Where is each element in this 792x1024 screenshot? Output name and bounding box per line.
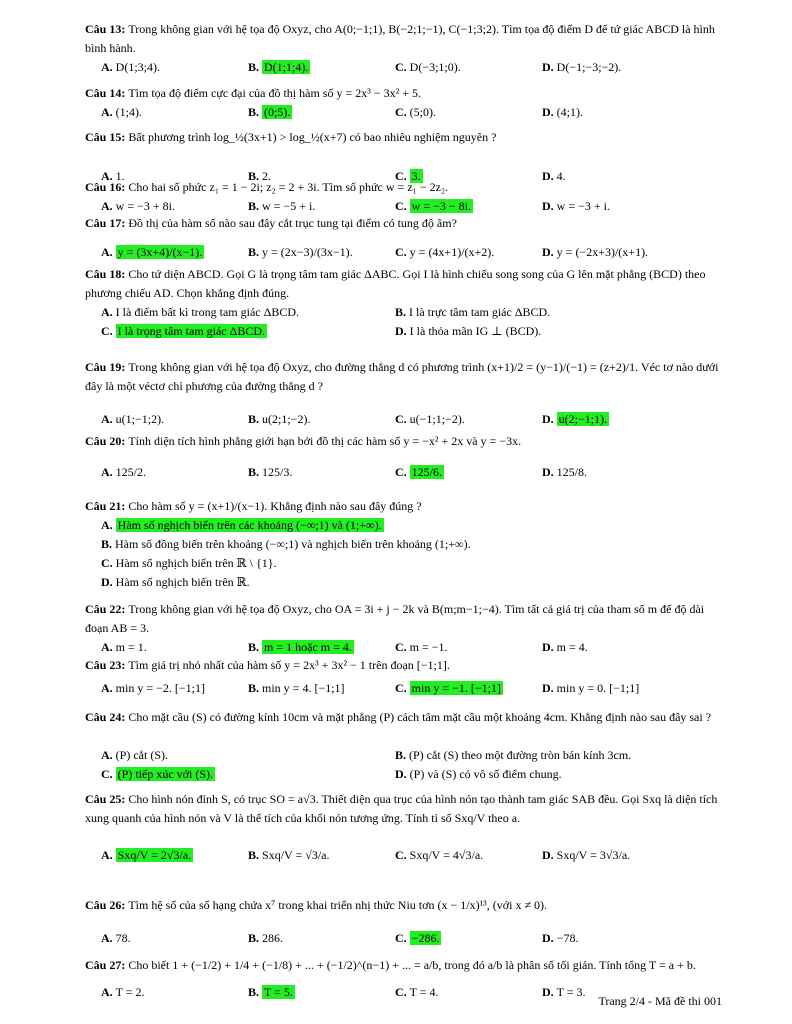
- option-text: y = (−2x+3)/(x+1).: [556, 245, 649, 259]
- question-q21: [85, 497, 725, 589]
- answer-option-b[interactable]: [248, 679, 345, 698]
- option-text: T = 5.: [264, 985, 293, 999]
- option-letter: B.: [248, 681, 263, 695]
- answer-option-c[interactable]: [395, 58, 461, 77]
- option-letter: C.: [395, 681, 410, 695]
- option-row: [101, 638, 725, 657]
- option-letter: D.: [542, 60, 557, 74]
- question-number: Câu 24:: [85, 710, 129, 724]
- option-text: D(1;3;4).: [115, 60, 160, 74]
- answer-option-d[interactable]: [101, 573, 250, 592]
- question-number: Câu 17:: [85, 216, 129, 230]
- question-text: Cho hình nón đỉnh S, có trục SO = a√3. Thiết diện qua trục của hình nón tạo thành tam giác SAB đều. Gọi Sxq là diện tích xung quanh của hình nón và V là thể tích của khối nón tương ứng. Tính tỉ số Sxq/V theo a.: [85, 792, 718, 825]
- option-text: y = (4x+1)/(x+2).: [409, 245, 495, 259]
- option-row: [101, 765, 725, 784]
- option-letter: A.: [101, 465, 116, 479]
- option-row: [101, 103, 725, 122]
- question-text: Tìm tọa độ điểm cực đại của đồ thị hàm số y = 2x³ − 3x² + 5.: [128, 86, 421, 100]
- answer-option-a[interactable]: [101, 516, 384, 535]
- option-text: (4;1).: [556, 105, 583, 119]
- option-text: m = 1 hoặc m = 4.: [264, 640, 352, 654]
- option-text: I là trọng tâm tam giác ΔBCD.: [117, 324, 266, 338]
- answer-option-a[interactable]: [101, 303, 299, 322]
- option-letter: C.: [395, 169, 410, 183]
- option-text: −78.: [556, 931, 579, 945]
- option-text: (0;5).: [264, 105, 291, 119]
- answer-option-c[interactable]: [395, 983, 439, 1002]
- answer-option-d[interactable]: [542, 679, 639, 698]
- option-letter: C.: [395, 985, 410, 999]
- answer-option-c[interactable]: [395, 103, 436, 122]
- question-stem: [85, 20, 725, 58]
- option-row: [101, 929, 725, 948]
- question-number: Câu 25:: [85, 792, 129, 806]
- answer-option-b[interactable]: [248, 463, 292, 482]
- question-number: Câu 22:: [85, 602, 129, 616]
- option-letter: B.: [395, 748, 410, 762]
- question-text: Cho tứ diện ABCD. Gọi G là trọng tâm tam giác ΔABC. Gọi I là hình chiếu song song của G lên mặt phẳng (BCD) theo phương chiếu AD. Chọn khẳng định đúng.: [85, 267, 706, 300]
- option-letter: B.: [248, 199, 263, 213]
- option-letter: B.: [248, 412, 263, 426]
- question-stem: [85, 128, 725, 147]
- option-text: min y = −1. [−1;1]: [411, 681, 501, 695]
- question-text: Tìm hệ số của số hạng chứa x⁷ trong khai triển nhị thức Niu tơn (x − 1/x)¹³, (với x ≠ 0).: [128, 898, 548, 912]
- question-stem: [85, 600, 725, 638]
- answer-option-c[interactable]: [395, 638, 448, 657]
- option-letter: C.: [101, 324, 116, 338]
- question-q17: [85, 214, 725, 259]
- question-q24: [85, 708, 725, 781]
- option-letter: B.: [248, 245, 263, 259]
- question-text: Trong không gian với hệ tọa độ Oxyz, cho OA = 3i + j − 2k và B(m;m−1;−4). Tìm tất cả giá trị của tham số m để độ dài đoạn AB = 3.: [85, 602, 705, 635]
- option-text: w = −3 + i.: [556, 199, 610, 213]
- question-text: Trong không gian với hệ tọa độ Oxyz, cho đường thẳng d có phương trình (x+1)/2 = (y−1)/(−1) = (z+2)/1. Véc tơ nào dưới đây là một véctơ chỉ phương của đường thẳng d ?: [85, 360, 719, 393]
- option-row: [101, 516, 725, 535]
- option-text: D(−1;−3;−2).: [556, 60, 622, 74]
- option-text: min y = −2. [−1;1]: [115, 681, 205, 695]
- answer-option-d[interactable]: [395, 322, 541, 341]
- answer-option-c[interactable]: [101, 322, 267, 341]
- option-letter: A.: [101, 245, 116, 259]
- answer-option-b[interactable]: [248, 103, 292, 122]
- option-text: 125/8.: [556, 465, 588, 479]
- answer-option-d[interactable]: [542, 929, 578, 948]
- option-text: 125/3.: [262, 465, 293, 479]
- option-text: min y = 0. [−1;1]: [556, 681, 640, 695]
- option-text: (5;0).: [409, 105, 436, 119]
- question-number: Câu 21:: [85, 499, 129, 513]
- option-text: y = (3x+4)/(x−1).: [117, 245, 203, 259]
- option-letter: B.: [101, 537, 116, 551]
- option-letter: D.: [542, 169, 557, 183]
- option-text: I là điểm bất kì trong tam giác ΔBCD.: [115, 305, 300, 319]
- option-letter: D.: [395, 324, 410, 338]
- option-letter: A.: [101, 681, 116, 695]
- question-number: Câu 15:: [85, 130, 129, 144]
- option-row: [101, 243, 725, 262]
- option-letter: D.: [542, 199, 557, 213]
- answer-option-c[interactable]: [395, 929, 441, 948]
- option-text: −286.: [411, 931, 440, 945]
- question-stem: [85, 497, 725, 516]
- question-stem: [85, 214, 725, 233]
- option-text: Sxq/V = √3/a.: [262, 848, 330, 862]
- option-letter: D.: [542, 931, 557, 945]
- option-text: Sxq/V = 3√3/a.: [556, 848, 631, 862]
- answer-option-a[interactable]: [101, 929, 131, 948]
- option-letter: C.: [395, 199, 410, 213]
- question-q26: [85, 896, 725, 945]
- question-q13: [85, 20, 725, 74]
- question-text: Trong không gian với hệ tọa độ Oxyz, cho A(0;−1;1), B(−2;1;−1), C(−1;3;2). Tìm tọa độ điểm D để tứ giác ABCD là hình bình hành.: [85, 22, 715, 55]
- option-text: 2.: [262, 169, 272, 183]
- question-stem: [85, 708, 725, 727]
- question-number: Câu 23:: [85, 658, 129, 672]
- option-text: 4.: [556, 169, 566, 183]
- option-letter: A.: [101, 305, 116, 319]
- option-row: [101, 746, 725, 765]
- option-text: D(1;1;4).: [264, 60, 309, 74]
- answer-option-a[interactable]: [101, 58, 160, 77]
- option-letter: B.: [248, 931, 263, 945]
- question-number: Câu 20:: [85, 434, 129, 448]
- question-q20: [85, 432, 725, 479]
- question-q22: [85, 600, 725, 654]
- option-letter: C.: [395, 105, 410, 119]
- option-letter: B.: [248, 848, 263, 862]
- option-row: [101, 303, 725, 322]
- option-letter: A.: [101, 985, 116, 999]
- option-letter: D.: [542, 412, 557, 426]
- option-text: (P) cắt (S) theo một đường tròn bán kính 3cm.: [409, 748, 632, 762]
- option-row: [101, 573, 725, 592]
- answer-option-d[interactable]: [542, 463, 587, 482]
- option-letter: A.: [101, 199, 116, 213]
- option-letter: D.: [542, 105, 557, 119]
- question-text: Đồ thị của hàm số nào sau đây cắt trục tung tại điểm có tung độ âm?: [128, 216, 457, 230]
- answer-option-b[interactable]: [248, 243, 353, 262]
- option-text: Hàm số nghịch biến trên các khoảng (−∞;1) và (1;+∞).: [117, 518, 382, 532]
- option-letter: A.: [101, 518, 116, 532]
- option-text: w = −3 − 8i.: [411, 199, 471, 213]
- option-letter: C.: [395, 640, 410, 654]
- answer-option-b[interactable]: [248, 846, 330, 865]
- question-q14: [85, 84, 725, 119]
- option-letter: A.: [101, 640, 116, 654]
- question-stem: [85, 178, 725, 197]
- answer-option-a[interactable]: [101, 746, 168, 765]
- option-letter: C.: [101, 556, 116, 570]
- option-letter: A.: [101, 60, 116, 74]
- option-text: Sxq/V = 2√3/a.: [117, 848, 192, 862]
- question-q19: [85, 358, 725, 426]
- option-letter: A.: [101, 412, 116, 426]
- option-row: [101, 322, 725, 341]
- option-row: [101, 463, 725, 482]
- option-letter: A.: [101, 105, 116, 119]
- answer-option-d[interactable]: [542, 103, 583, 122]
- option-text: m = 1.: [115, 640, 147, 654]
- answer-option-b[interactable]: [248, 929, 283, 948]
- option-text: (P) tiếp xúc với (S).: [117, 767, 214, 781]
- option-letter: C.: [395, 412, 410, 426]
- question-stem: [85, 656, 725, 675]
- option-letter: B.: [248, 169, 263, 183]
- question-text: Cho mặt cầu (S) có đường kính 10cm và mặt phẳng (P) cách tâm mặt cầu một khoảng 4cm. Khẳng định nào sau đây sai ?: [128, 710, 712, 724]
- answer-option-d[interactable]: [542, 638, 588, 657]
- question-text: Tìm giá trị nhỏ nhất của hàm số y = 2x³ + 3x² − 1 trên đoạn [−1;1].: [128, 658, 450, 672]
- question-text: Cho hàm số y = (x+1)/(x−1). Khẳng định nào sau đây đúng ?: [128, 499, 422, 513]
- option-letter: C.: [101, 767, 116, 781]
- answer-option-d[interactable]: [542, 58, 621, 77]
- question-stem: [85, 956, 725, 975]
- option-letter: A.: [101, 848, 116, 862]
- answer-option-c[interactable]: [395, 410, 465, 429]
- question-text: Bất phương trình log_½(3x+1) > log_½(x+7) có bao nhiêu nghiệm nguyên ?: [128, 130, 497, 144]
- question-number: Câu 19:: [85, 360, 129, 374]
- question-q25: [85, 790, 725, 862]
- answer-option-c[interactable]: [101, 554, 276, 573]
- option-letter: D.: [542, 640, 557, 654]
- option-text: 1.: [115, 169, 125, 183]
- answer-option-c[interactable]: [395, 679, 503, 698]
- option-text: D(−3;1;0).: [409, 60, 461, 74]
- option-text: Sxq/V = 4√3/a.: [409, 848, 484, 862]
- question-number: Câu 18:: [85, 267, 129, 281]
- option-letter: B.: [248, 640, 263, 654]
- option-letter: A.: [101, 748, 116, 762]
- option-text: (P) cắt (S).: [115, 748, 168, 762]
- option-text: 125/2.: [115, 465, 147, 479]
- question-stem: [85, 790, 725, 828]
- option-letter: D.: [101, 575, 116, 589]
- option-letter: B.: [248, 105, 263, 119]
- option-text: m = 4.: [556, 640, 588, 654]
- option-text: 125/6.: [411, 465, 443, 479]
- question-stem: [85, 84, 725, 103]
- answer-option-d[interactable]: [542, 983, 586, 1002]
- answer-option-b[interactable]: [248, 983, 295, 1002]
- answer-option-d[interactable]: [542, 243, 648, 262]
- answer-option-a[interactable]: [101, 103, 142, 122]
- answer-option-a[interactable]: [101, 410, 164, 429]
- option-row: [101, 410, 725, 429]
- option-letter: D.: [542, 681, 557, 695]
- option-text: Hàm số nghịch biến trên ℝ \ {1}.: [115, 556, 277, 570]
- answer-option-c[interactable]: [395, 463, 444, 482]
- option-text: u(−1;1;−2).: [409, 412, 465, 426]
- option-letter: D.: [395, 767, 410, 781]
- answer-option-a[interactable]: [101, 638, 147, 657]
- answer-option-b[interactable]: [248, 638, 354, 657]
- option-letter: A.: [101, 931, 116, 945]
- answer-option-a[interactable]: [101, 243, 204, 262]
- option-letter: C.: [395, 931, 410, 945]
- answer-option-b[interactable]: [395, 746, 631, 765]
- question-q27: [85, 956, 725, 999]
- option-letter: C.: [395, 245, 410, 259]
- option-text: w = −3 + 8i.: [115, 199, 175, 213]
- option-text: 286.: [262, 931, 284, 945]
- option-text: m = −1.: [409, 640, 448, 654]
- answer-option-a[interactable]: [101, 679, 205, 698]
- option-text: Hàm số nghịch biến trên ℝ.: [115, 575, 250, 589]
- answer-option-b[interactable]: [248, 410, 310, 429]
- question-q15: [85, 128, 725, 183]
- option-text: w = −5 + i.: [262, 199, 316, 213]
- question-number: Câu 16:: [85, 180, 129, 194]
- answer-option-a[interactable]: [101, 463, 146, 482]
- option-text: T = 3.: [556, 985, 586, 999]
- option-letter: B.: [248, 60, 263, 74]
- option-row: [101, 58, 725, 77]
- option-text: (1;4).: [115, 105, 142, 119]
- question-number: Câu 14:: [85, 86, 129, 100]
- option-letter: B.: [395, 305, 410, 319]
- answer-option-b[interactable]: [248, 58, 310, 77]
- question-text: Cho hai số phức z₁ = 1 − 2i; z₂ = 2 + 3i. Tìm số phức w = z₁ − 2z₂.: [128, 180, 449, 194]
- answer-option-a[interactable]: [101, 846, 193, 865]
- option-letter: D.: [542, 465, 557, 479]
- option-text: 78.: [115, 931, 131, 945]
- question-q23: [85, 656, 725, 695]
- question-number: Câu 13:: [85, 22, 129, 36]
- question-text: Cho biết 1 + (−1/2) + 1/4 + (−1/8) + ... + (−1/2)^(n−1) + ... = a/b, trong đó a/b là phân số tối giản. Tính tổng T = a + b.: [128, 958, 696, 972]
- option-letter: C.: [395, 465, 410, 479]
- option-text: (P) và (S) có vô số điểm chung.: [409, 767, 562, 781]
- answer-option-c[interactable]: [395, 846, 483, 865]
- answer-option-b[interactable]: [101, 535, 471, 554]
- answer-option-d[interactable]: [395, 765, 562, 784]
- option-text: u(2;−1;1).: [558, 412, 608, 426]
- option-text: y = (2x−3)/(3x−1).: [262, 245, 353, 259]
- answer-option-c[interactable]: [395, 243, 494, 262]
- page-footer: Trang 2/4 - Mã đề thi 001: [598, 994, 722, 1008]
- answer-option-d[interactable]: [542, 846, 630, 865]
- question-stem: [85, 358, 725, 396]
- option-text: I là thỏa mãn IG ⊥ (BCD).: [409, 324, 542, 338]
- option-letter: B.: [248, 985, 263, 999]
- option-letter: C.: [395, 848, 410, 862]
- question-stem: [85, 265, 725, 303]
- question-number: Câu 27:: [85, 958, 129, 972]
- option-text: T = 4.: [409, 985, 439, 999]
- option-row: [101, 679, 725, 698]
- answer-option-a[interactable]: [101, 983, 145, 1002]
- question-text: Tính diện tích hình phẳng giới hạn bởi đồ thị các hàm số y = −x² + 2x và y = −3x.: [128, 434, 522, 448]
- answer-option-d[interactable]: [542, 410, 609, 429]
- option-letter: B.: [248, 465, 263, 479]
- option-text: I là trực tâm tam giác ΔBCD.: [409, 305, 551, 319]
- option-text: u(1;−1;2).: [115, 412, 165, 426]
- option-text: Hàm số đồng biến trên khoảng (−∞;1) và nghịch biến trên khoảng (1;+∞).: [115, 537, 471, 551]
- option-text: 3.: [411, 169, 421, 183]
- option-letter: D.: [542, 985, 557, 999]
- option-text: T = 2.: [115, 985, 145, 999]
- option-row: [101, 535, 725, 554]
- option-letter: D.: [542, 848, 557, 862]
- option-text: u(2;1;−2).: [262, 412, 311, 426]
- option-letter: A.: [101, 169, 116, 183]
- option-row: [101, 846, 725, 865]
- answer-option-c[interactable]: [101, 765, 215, 784]
- question-q16: [85, 178, 725, 213]
- answer-option-b[interactable]: [395, 303, 550, 322]
- option-letter: C.: [395, 60, 410, 74]
- question-number: Câu 26:: [85, 898, 129, 912]
- question-q18: [85, 265, 725, 338]
- question-stem: [85, 432, 725, 451]
- option-letter: D.: [542, 245, 557, 259]
- option-text: min y = 4. [−1;1]: [262, 681, 345, 695]
- question-stem: [85, 896, 725, 915]
- option-row: [101, 554, 725, 573]
